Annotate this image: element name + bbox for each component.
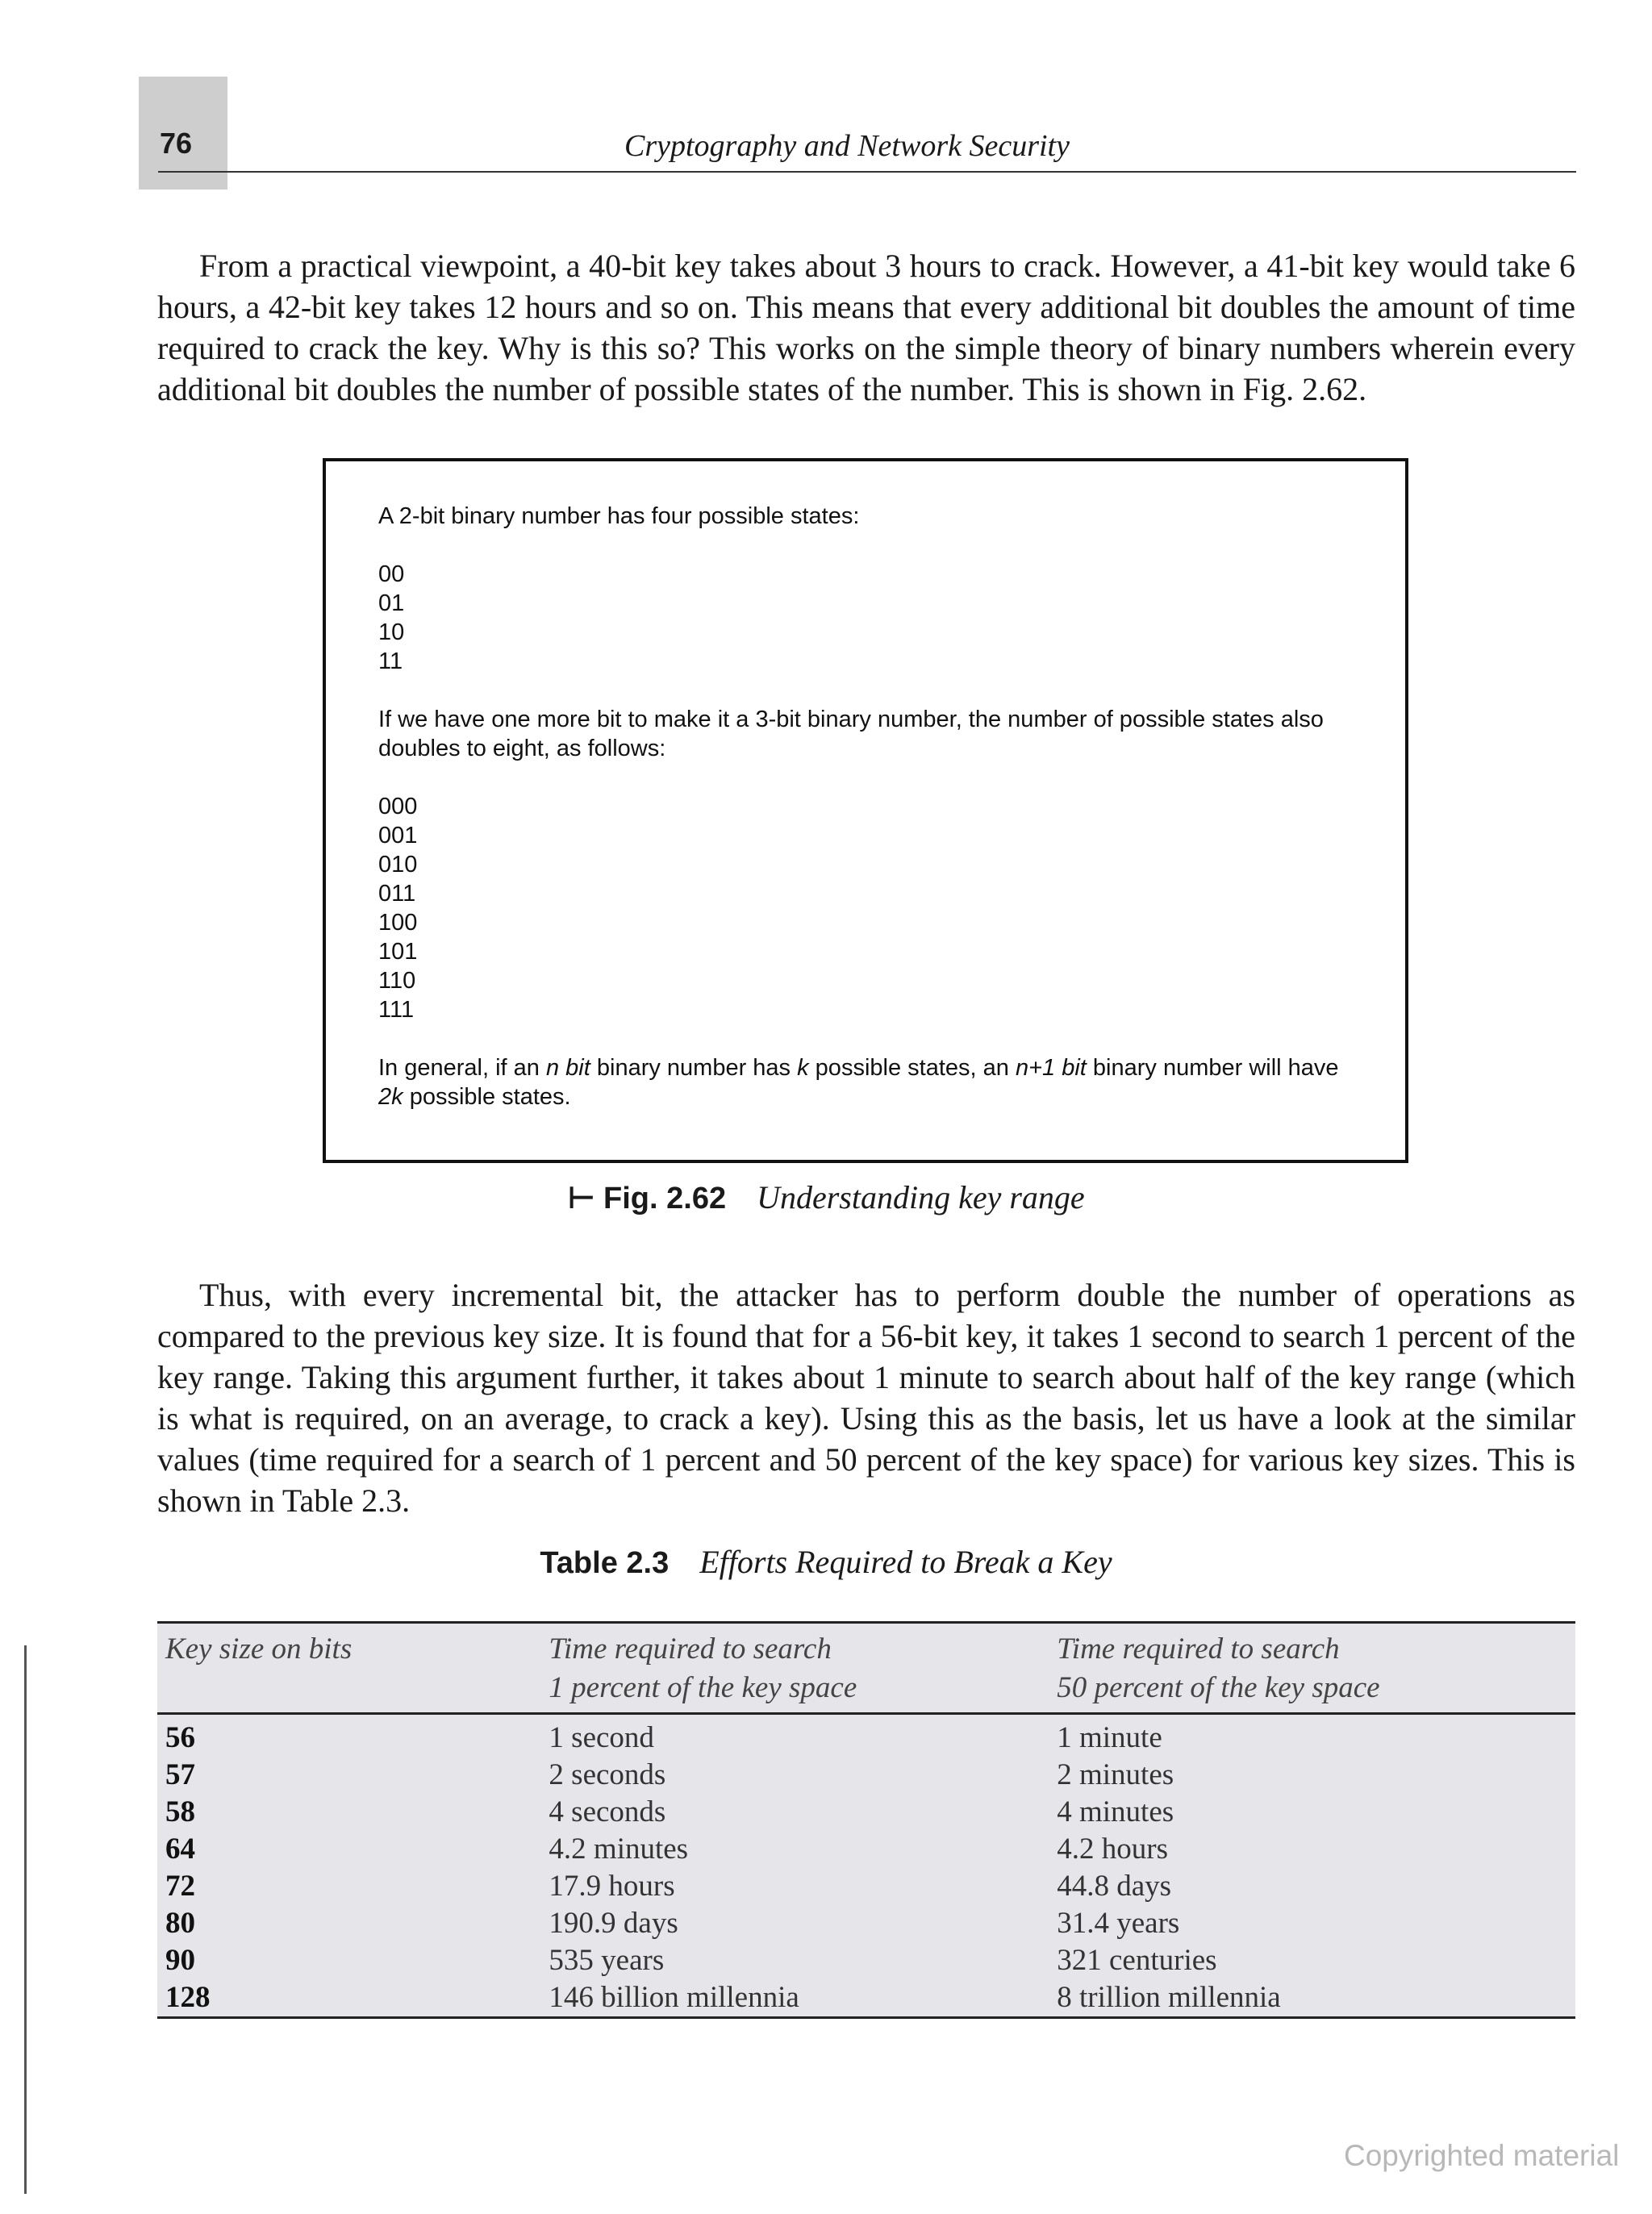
body-paragraph-1: From a practical viewpoint, a 40-bit key takes about 3 hours to crack. However, a 41-bit key would take 6 hours, a 42-bit key takes 12 hours and so on. This means that every additional bit doubles the amount of time required to crack the key. Why is this so? This works on the simple theory of binary numbers wherein every additional bit doubles the number of possible states of the number. This is shown in Fig. 2.62.: [157, 248, 1575, 407]
cell-fifty-percent: 4 minutes: [1057, 1795, 1174, 1828]
cell-one-percent: 1 second: [549, 1721, 654, 1754]
page-number: 76: [160, 127, 193, 160]
cell-fifty-percent: 44.8 days: [1057, 1870, 1172, 1903]
caption-marker-icon: ⊢: [567, 1180, 596, 1215]
body-paragraph-2: Thus, with every incremental bit, the attacker has to perform double the number of operations as compared to the previous key size. It is found that for a 56-bit key, it takes 1 second to search 1 percent of the key range. Taking this argument further, it takes about 1 minute to search about half of the key range (which is what is required, on an average, to crack a key). Using this as the basis, let us have a look at the similar values (time required for a search of 1 percent and 50 percent of the key space) for various key sizes. This is shown in Table 2.3.: [157, 1277, 1575, 1519]
key-effort-table: [157, 1621, 1575, 2019]
general-text-part: binary number has: [590, 1055, 798, 1081]
table-row: [157, 1942, 1575, 1979]
binary-state: 110: [378, 968, 416, 994]
binary-state: 010: [378, 852, 418, 878]
figure-title: Understanding key range: [757, 1179, 1085, 1215]
figure-content: [378, 502, 1362, 1111]
cell-key-size: 56: [165, 1721, 195, 1754]
cell-key-size: 64: [165, 1832, 195, 1866]
cell-key-size: 58: [165, 1795, 195, 1828]
cell-key-size: 72: [165, 1870, 195, 1903]
general-text-part: possible states, an: [808, 1055, 1016, 1081]
table-row: [157, 1794, 1575, 1831]
cell-key-size: 128: [165, 1981, 211, 2014]
table-row: [157, 1905, 1575, 1942]
cell-fifty-percent: 4.2 hours: [1057, 1832, 1168, 1866]
figure-box: [323, 458, 1408, 1163]
binary-state: 11: [378, 648, 403, 674]
cell-one-percent: 190.9 days: [549, 1907, 678, 1940]
left-margin-rule: [24, 1645, 27, 2194]
general-text-part: In general, if an: [378, 1055, 546, 1081]
general-text-italic: 2k: [378, 1084, 403, 1110]
figure-middle-text: If we have one more bit to make it a 3-bit binary number, the number of possible states also doubles to eight, as follows:: [378, 707, 1324, 761]
header-one-percent: [537, 1623, 1049, 1714]
table-number: Table 2.3: [540, 1546, 670, 1580]
cell-one-percent: 535 years: [549, 1944, 665, 1977]
header-fifty-percent: [1049, 1623, 1575, 1714]
general-text-italic: n+1 bit: [1015, 1055, 1087, 1081]
table-row: [157, 1868, 1575, 1905]
general-text-italic: n bit: [545, 1055, 590, 1081]
binary-state: 001: [378, 823, 418, 848]
two-bit-states-list: [378, 560, 1362, 676]
table-row: [157, 1979, 1575, 2018]
header-line: Time required to search: [549, 1632, 832, 1666]
cell-key-size: 80: [165, 1907, 195, 1940]
cell-one-percent: 4.2 minutes: [549, 1832, 689, 1866]
figure-intro-text: A 2-bit binary number has four possible states:: [378, 503, 860, 529]
figure-number: Fig. 2.62: [603, 1182, 727, 1215]
binary-state: 101: [378, 939, 418, 965]
cell-one-percent: 17.9 hours: [549, 1870, 675, 1903]
general-text-part: possible states.: [403, 1084, 571, 1110]
cell-fifty-percent: 2 minutes: [1057, 1758, 1174, 1791]
figure-general-text: [378, 1053, 1362, 1111]
cell-fifty-percent: 31.4 years: [1057, 1907, 1180, 1940]
cell-fifty-percent: 1 minute: [1057, 1721, 1162, 1754]
header-rule: [158, 171, 1576, 173]
three-bit-states-list: [378, 792, 1362, 1024]
cell-one-percent: 146 billion millennia: [549, 1981, 799, 2014]
cell-fifty-percent: 321 centuries: [1057, 1944, 1217, 1977]
header-line: Time required to search: [1057, 1632, 1340, 1666]
copyright-watermark: Copyrighted material: [1344, 2139, 1620, 2172]
binary-state: 111: [378, 997, 415, 1023]
cell-one-percent: 4 seconds: [549, 1795, 666, 1828]
table-header-row: [157, 1623, 1575, 1714]
binary-state: 000: [378, 794, 418, 819]
header-line: 1 percent of the key space: [549, 1671, 857, 1704]
header-key-size: Key size on bits: [165, 1632, 353, 1666]
cell-key-size: 57: [165, 1758, 195, 1791]
header-line: 50 percent of the key space: [1057, 1671, 1380, 1704]
binary-state: 100: [378, 910, 418, 936]
figure-caption: [0, 1179, 1652, 1217]
cell-one-percent: 2 seconds: [549, 1758, 666, 1791]
binary-state: 01: [378, 590, 405, 616]
table-caption: [0, 1544, 1652, 1582]
binary-state: 10: [378, 619, 405, 645]
running-head: Cryptography and Network Security: [624, 129, 1070, 163]
cell-fifty-percent: 8 trillion millennia: [1057, 1981, 1281, 2014]
table-title: Efforts Required to Break a Key: [699, 1544, 1112, 1580]
binary-state: 00: [378, 561, 405, 587]
general-text-part: binary number will have: [1086, 1055, 1339, 1081]
table-row: [157, 1831, 1575, 1868]
table-row: [157, 1757, 1575, 1794]
binary-state: 011: [378, 881, 416, 907]
general-text-italic: k: [797, 1055, 809, 1081]
cell-key-size: 90: [165, 1944, 195, 1977]
table-row: [157, 1714, 1575, 1757]
